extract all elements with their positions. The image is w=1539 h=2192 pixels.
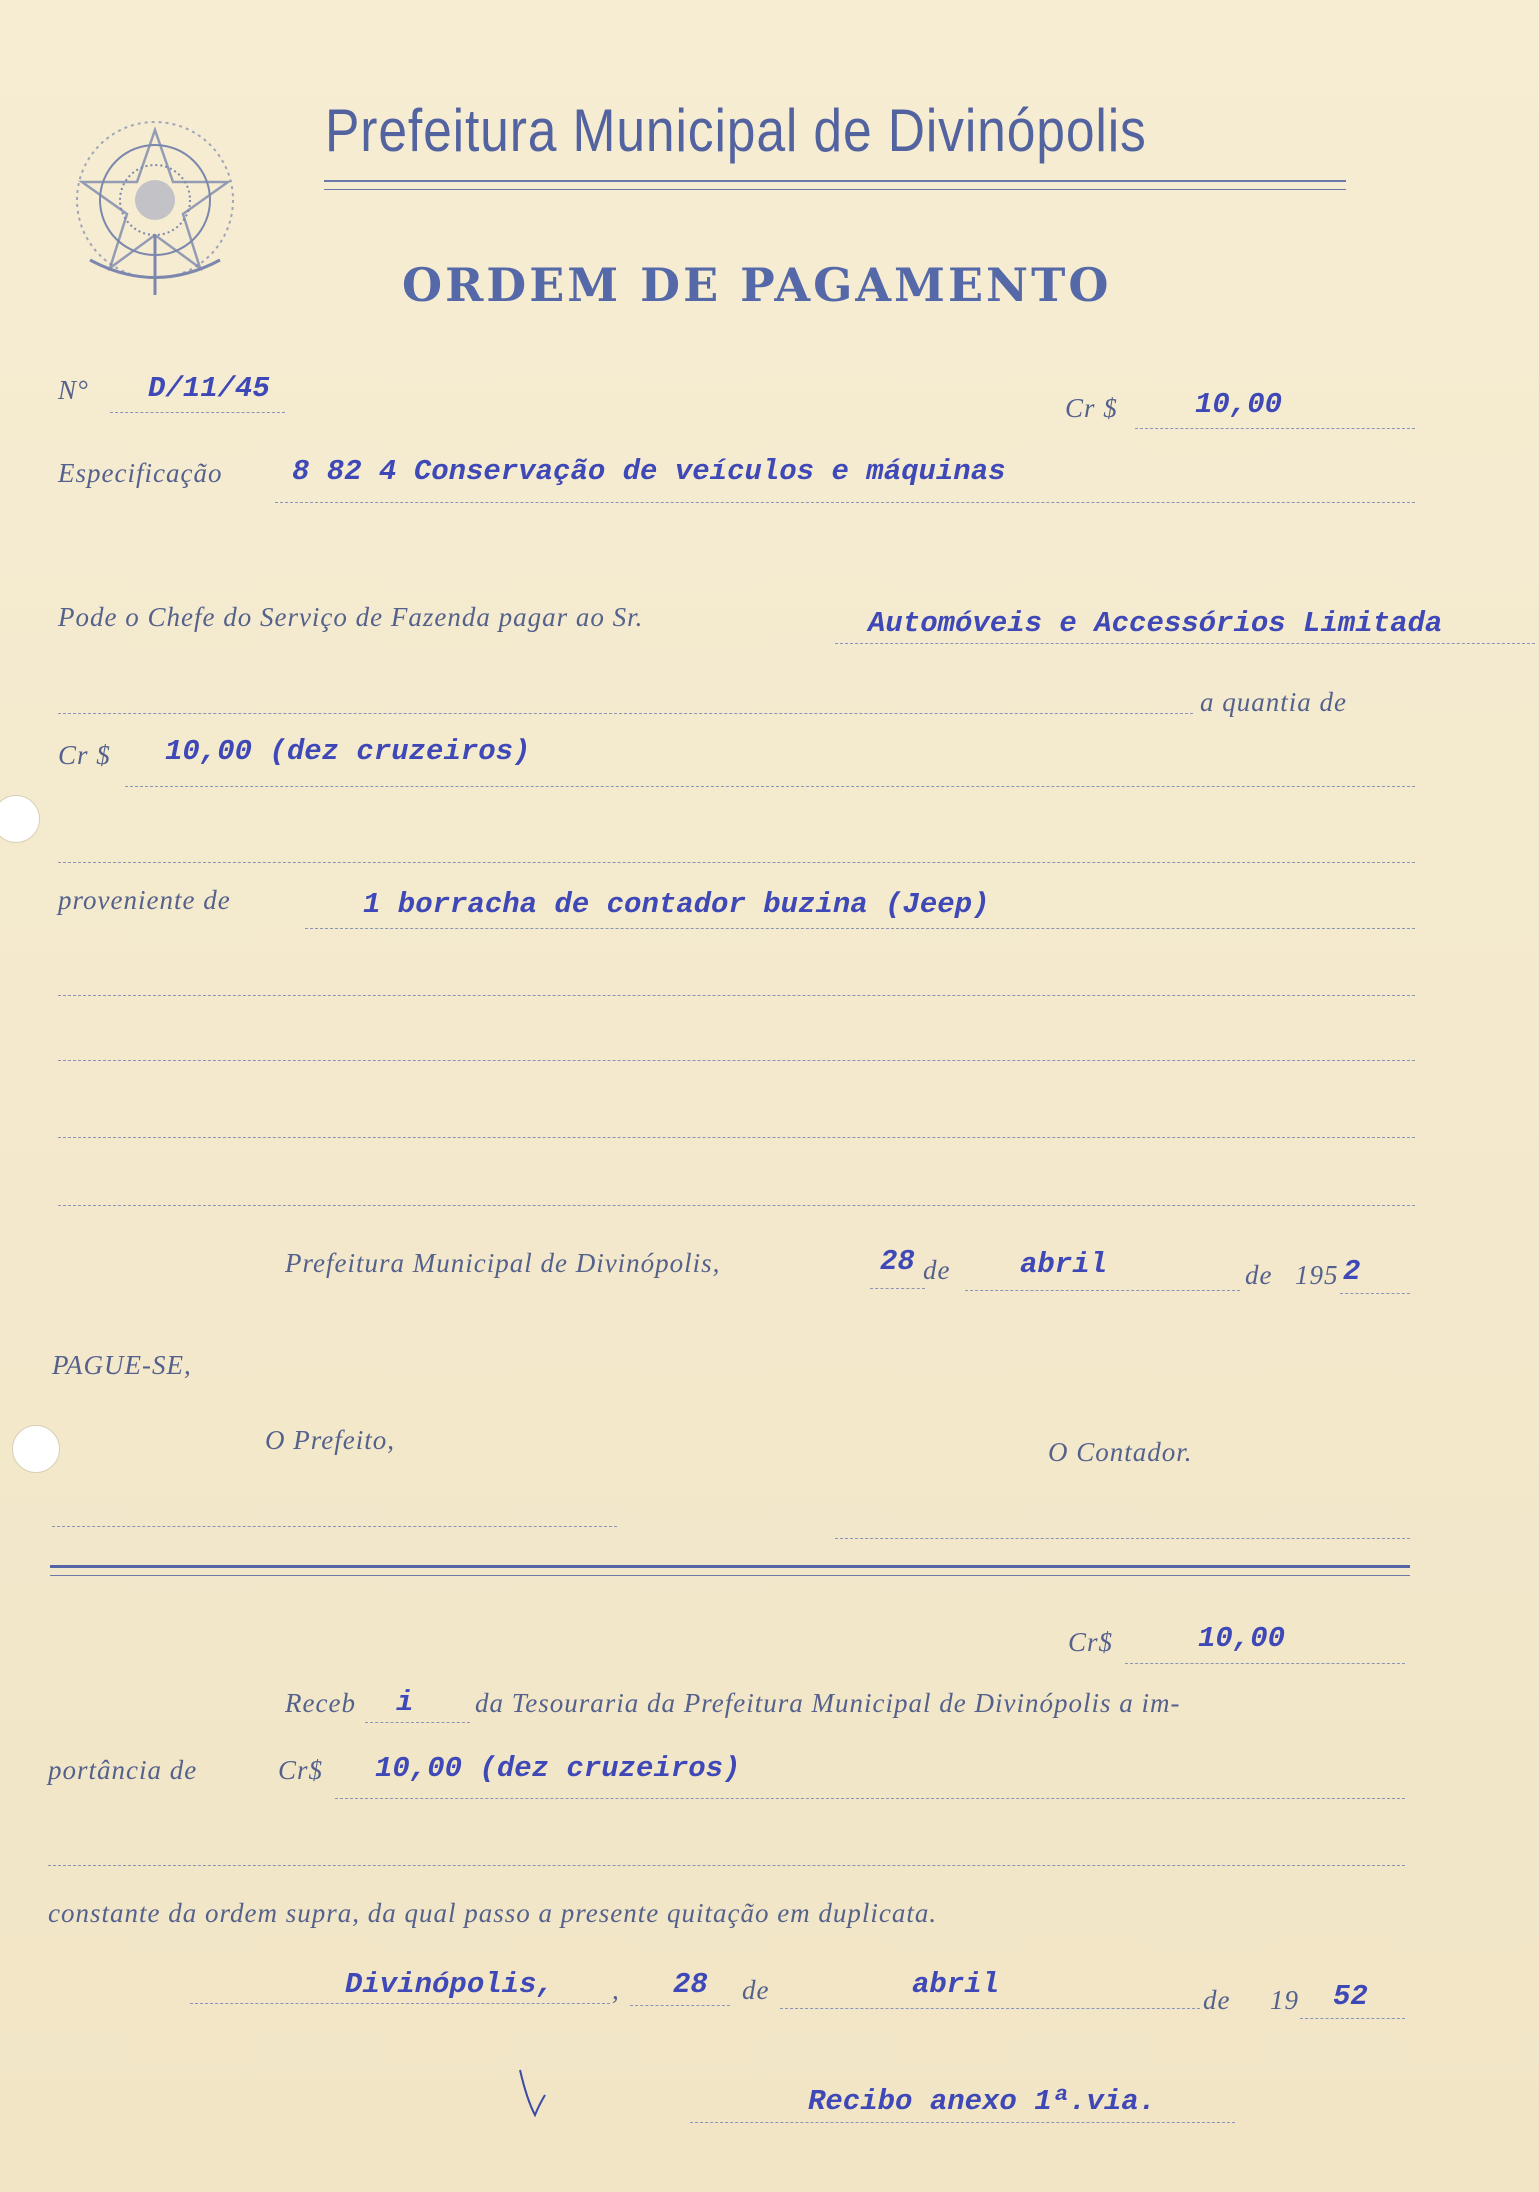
date-de-1: de bbox=[923, 1255, 951, 1285]
payee-line bbox=[835, 643, 1535, 644]
receipt-month-line bbox=[780, 2008, 1200, 2009]
date-year-prefix: 195 bbox=[1295, 1260, 1339, 1290]
spec-line bbox=[275, 502, 1415, 503]
form-title: ORDEM DE PAGAMENTO bbox=[402, 258, 1112, 312]
amount-words: 10,00 (dez cruzeiros) bbox=[165, 735, 531, 768]
day-line bbox=[870, 1288, 925, 1289]
receipt-city: Divinópolis, bbox=[345, 1968, 554, 2001]
blank-line-1 bbox=[58, 713, 1193, 714]
page-title: Prefeitura Municipal de Divinópolis bbox=[325, 97, 1147, 164]
receipt-currency-label: Cr$ bbox=[1068, 1627, 1114, 1657]
proveniente-line bbox=[305, 928, 1415, 929]
receipt-comma: , bbox=[612, 1975, 620, 2005]
pague-se: PAGUE-SE, bbox=[52, 1350, 192, 1380]
title-underline-2 bbox=[324, 189, 1346, 190]
date-day: 28 bbox=[880, 1245, 915, 1278]
prefeito-label: O Prefeito, bbox=[265, 1425, 395, 1455]
title-underline bbox=[324, 180, 1346, 182]
receipt-blank-line bbox=[48, 1865, 1405, 1866]
number-line bbox=[110, 412, 285, 413]
date-month: abril bbox=[1020, 1248, 1108, 1281]
amount-line bbox=[1135, 428, 1415, 429]
amount-currency-label: Cr $ bbox=[58, 740, 111, 770]
section-divider bbox=[50, 1565, 1410, 1568]
blank-line-4 bbox=[58, 1060, 1415, 1061]
receipt-day: 28 bbox=[673, 1968, 708, 2001]
order-amount: 10,00 bbox=[1195, 388, 1283, 421]
blank-line-6 bbox=[58, 1205, 1415, 1206]
place-text: Prefeitura Municipal de Divinópolis, bbox=[285, 1248, 721, 1278]
spec-value: 8 82 4 Conservação de veículos e máquinas bbox=[292, 455, 1006, 488]
receipt-de-1: de bbox=[742, 1975, 770, 2005]
quantia-label: a quantia de bbox=[1200, 687, 1347, 717]
section-divider-2 bbox=[50, 1575, 1410, 1576]
contador-signature-line bbox=[835, 1538, 1410, 1539]
order-number: D/11/45 bbox=[148, 372, 270, 405]
number-label: N° bbox=[58, 375, 89, 405]
blank-line-2 bbox=[58, 862, 1415, 863]
receipt-de-2: de bbox=[1203, 1985, 1231, 2015]
city-line bbox=[190, 2003, 610, 2004]
pen-stroke-mark bbox=[515, 2065, 555, 2125]
receipt-month: abril bbox=[912, 1968, 1000, 2001]
date-de-2: de bbox=[1245, 1260, 1273, 1290]
importancia-currency: Cr$ bbox=[278, 1755, 324, 1785]
coat-of-arms-seal bbox=[60, 110, 250, 300]
punch-hole-bottom bbox=[12, 1425, 60, 1473]
month-line bbox=[965, 1290, 1240, 1291]
receipt-day-line bbox=[630, 2005, 730, 2006]
constante-text: constante da ordem supra, da qual passo a presente quitação em duplicata. bbox=[48, 1898, 938, 1928]
spec-label: Especificação bbox=[58, 458, 223, 488]
payee: Automóveis e Accessórios Limitada bbox=[868, 607, 1443, 640]
currency-label: Cr $ bbox=[1065, 393, 1118, 423]
receipt-amount: 10,00 bbox=[1198, 1622, 1286, 1655]
receb-rest: da Tesouraria da Prefeitura Municipal de Divinópolis a im- bbox=[475, 1688, 1181, 1718]
year-line bbox=[1340, 1293, 1410, 1294]
receb-line bbox=[365, 1722, 470, 1723]
contador-label: O Contador. bbox=[1048, 1437, 1193, 1467]
footer-note: Recibo anexo 1ª.via. bbox=[808, 2085, 1157, 2118]
pay-text: Pode o Chefe do Serviço de Fazenda pagar ao Sr. bbox=[58, 602, 644, 632]
blank-line-5 bbox=[58, 1137, 1415, 1138]
receipt-amount-words: 10,00 (dez cruzeiros) bbox=[375, 1752, 741, 1785]
footer-line bbox=[690, 2122, 1235, 2123]
receb-text: Receb bbox=[285, 1688, 356, 1718]
receipt-words-line bbox=[335, 1798, 1405, 1799]
receipt-year-prefix: 19 bbox=[1270, 1985, 1299, 2015]
receipt-year-suffix: 52 bbox=[1333, 1980, 1368, 2013]
proveniente-value: 1 borracha de contador buzina (Jeep) bbox=[363, 888, 990, 921]
importancia-label: portância de bbox=[48, 1755, 198, 1785]
punch-hole-top bbox=[0, 795, 40, 843]
receipt-amount-line bbox=[1125, 1663, 1405, 1664]
date-year-suffix: 2 bbox=[1343, 1255, 1361, 1288]
amount-words-line bbox=[125, 786, 1415, 787]
receipt-year-line bbox=[1300, 2018, 1405, 2019]
prefeito-signature-line bbox=[52, 1526, 617, 1527]
blank-line-3 bbox=[58, 995, 1415, 996]
receb-fill: i bbox=[396, 1686, 414, 1719]
proveniente-label: proveniente de bbox=[58, 885, 231, 915]
